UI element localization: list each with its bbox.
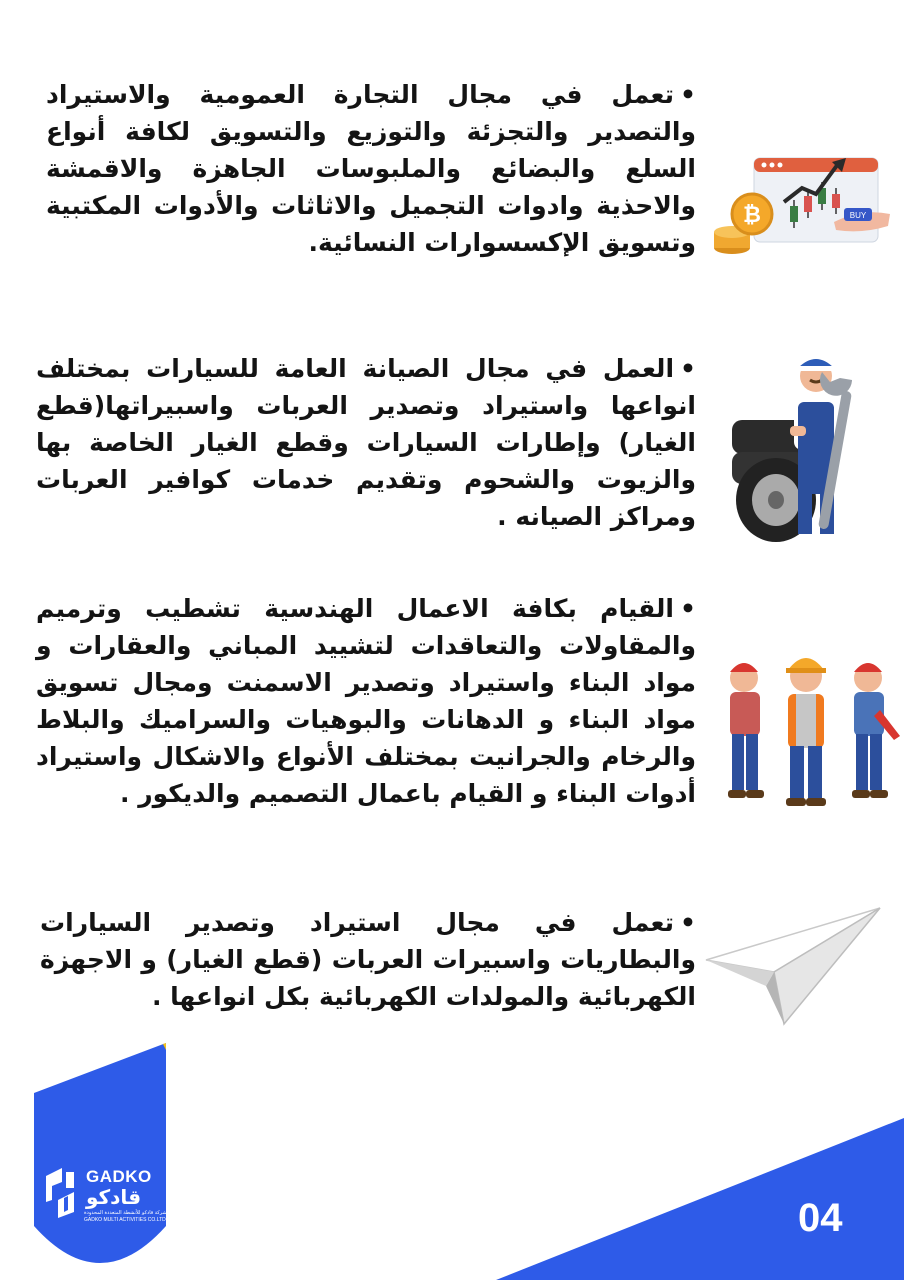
buy-badge: BUY bbox=[849, 211, 867, 220]
bullet: • bbox=[680, 908, 696, 937]
construction-workers-illustration bbox=[708, 640, 904, 808]
left-blue-banner bbox=[34, 1043, 166, 1263]
worker-right-icon bbox=[852, 663, 900, 798]
activity-car-maintenance bbox=[36, 350, 696, 535]
mechanic-tires-illustration bbox=[730, 350, 880, 542]
bullet: • bbox=[680, 80, 696, 109]
trading-chart-illustration bbox=[712, 152, 898, 258]
worker-center-icon bbox=[786, 658, 826, 806]
logo-name-ar: قادكو bbox=[86, 1185, 142, 1209]
logo-name-en: GADKO bbox=[86, 1167, 152, 1186]
logo-subtitle-ar: شركة قادكو للأنشطة المتعددة المحدودة bbox=[84, 1210, 167, 1216]
activity-text: تعمل في مجال استيراد وتصدير السيارات والبطاريات واسبيرات العربات (قطع الغيار) و الاجهزة الكهربائية والمولدات الكهربائية بكل انواعها . bbox=[40, 908, 696, 1011]
activity-engineering bbox=[36, 590, 696, 812]
logo-subtitle-en: GADKO MULTI ACTIVITIES CO.LTD bbox=[84, 1217, 166, 1223]
paper-plane-icon bbox=[704, 906, 884, 1028]
page-number: 04 bbox=[798, 1196, 843, 1240]
worker-left-icon bbox=[728, 663, 764, 798]
svg-text:₿: ₿ bbox=[743, 203, 761, 228]
bullet: • bbox=[680, 354, 696, 383]
activity-import-export bbox=[40, 904, 696, 1015]
activity-trade bbox=[46, 76, 696, 261]
activity-text: العمل في مجال الصيانة العامة للسيارات بمختلف انواعها واستيراد وتصدير العربات واسبيراتها(قطع الغيار) وإطارات السيارات وقطع الغيار الخاصة بها والزيوت والشحوم وتقديم خدمات كوافير العربات ومراكز الصيانه . bbox=[36, 354, 696, 531]
activity-text: تعمل في مجال التجارة العمومية والاستيراد والتصدير والتجزئة والتوزيع والتسويق لكافة أنواع السلع والبضائع والملبوسات الجاهزة والاقمشة والاحذية وادوات التجميل والاثاثات والأدوات المكتبية وتسويق الإكسسوارات النسائية. bbox=[46, 80, 696, 257]
coins-icon bbox=[714, 194, 772, 254]
activity-text: القيام بكافة الاعمال الهندسية تشطيب وترميم والمقاولات والتعاقدات لتشييد المباني والعقارات و مواد البناء واستيراد وتصدير الاسمنت ومجال تسويق مواد البناء و الدهانات والبوهيات والسراميك والبلاط والرخام والجرانيت بمختلف الأنواع والاشكال واستيراد أدوات البناء و القيام باعمال التصميم والديكور . bbox=[36, 594, 696, 808]
bullet: • bbox=[680, 594, 696, 623]
